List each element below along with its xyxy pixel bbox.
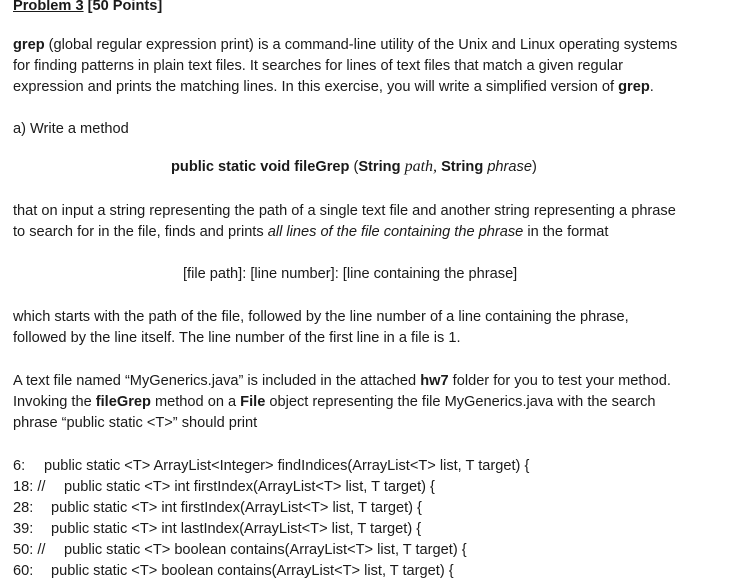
intro-line-2: for finding patterns in plain text files. It searches for lines of text files that match a given regular — [13, 58, 624, 74]
intro-text-3: expression and prints the matching lines. In this exercise, you will write a simplified version of — [13, 79, 619, 95]
test-text-2-mid: method on a — [150, 394, 241, 410]
test-text-2: Invoking the — [13, 394, 96, 410]
output-line — [13, 540, 467, 560]
signature-param-1: path, — [404, 158, 438, 175]
output-line-number: 6: — [13, 458, 26, 474]
output-line-text: public static <T> int lastIndex(ArrayList<T> list, T target) { — [51, 521, 422, 537]
output-line-number: 39: — [13, 521, 34, 537]
test-line-1 — [13, 371, 671, 391]
test-line-2 — [13, 392, 655, 412]
signature-type-2: String — [441, 159, 484, 175]
signature-prefix: public static void fileGrep — [171, 159, 350, 175]
output-line-number: 60: — [13, 563, 34, 579]
test-text-1: A text file named “MyGenerics.java” is included in the attached — [13, 373, 421, 389]
output-line-number: 50: // — [13, 542, 46, 558]
output-line-number: 28: — [13, 500, 34, 516]
problem-title — [13, 0, 162, 16]
grep-term-2: grep — [618, 79, 650, 95]
output-line-text: public static <T> ArrayList<Integer> findIndices(ArrayList<T> list, T target) { — [44, 458, 530, 474]
desc-italic: all lines of the file containing the phrase — [267, 224, 524, 240]
output-line-text: public static <T> int firstIndex(ArrayList<T> list, T target) { — [51, 500, 422, 516]
problem-label: Problem 3 — [13, 0, 84, 14]
file-term: File — [240, 394, 266, 410]
signature-param-2: phrase — [487, 159, 532, 175]
output-line — [13, 519, 421, 539]
output-line-text: public static <T> boolean contains(ArrayList<T> list, T target) { — [64, 542, 467, 558]
explain-line-1: which starts with the path of the file, followed by the line number of a line containing the phrase, — [13, 309, 629, 325]
output-line — [13, 561, 454, 581]
method-signature — [171, 157, 537, 177]
signature-close: ) — [531, 159, 537, 175]
output-line — [13, 477, 435, 497]
intro-period: . — [649, 79, 654, 95]
output-line-text: public static <T> boolean contains(ArrayList<T> list, T target) { — [51, 563, 454, 579]
output-format: [file path]: [line number]: [line containing the phrase] — [183, 266, 518, 282]
intro-line-1 — [13, 35, 677, 55]
points-label: [50 Points] — [83, 0, 163, 14]
test-text-2-post: object representing the file MyGenerics.java with the search — [265, 394, 656, 410]
desc-line-1: that on input a string representing the path of a single text file and another string representing a phrase — [13, 203, 676, 219]
intro-text-1: (global regular expression print) is a command-line utility of the Unix and Linux operating systems — [44, 37, 678, 53]
test-text-1-post: folder for you to test your method. — [448, 373, 671, 389]
explain-line-2: followed by the line itself. The line number of the first line in a file is 1. — [13, 330, 461, 346]
part-a-heading: a) Write a method — [13, 121, 129, 137]
intro-line-3 — [13, 77, 654, 97]
filegrep-term: fileGrep — [95, 394, 151, 410]
signature-type-1: String — [358, 159, 401, 175]
signature-open: ( — [349, 159, 359, 175]
desc-line-2 — [13, 222, 608, 242]
grep-term: grep — [13, 37, 45, 53]
output-line — [13, 456, 529, 476]
desc-text-2-post: in the format — [523, 224, 609, 240]
desc-text-2: to search for in the file, finds and prints — [13, 224, 268, 240]
output-line-number: 18: // — [13, 479, 46, 495]
hw7-folder: hw7 — [420, 373, 449, 389]
output-line-text: public static <T> int firstIndex(ArrayList<T> list, T target) { — [64, 479, 435, 495]
output-line — [13, 498, 422, 518]
test-line-3: phrase “public static <T>” should print — [13, 415, 258, 431]
